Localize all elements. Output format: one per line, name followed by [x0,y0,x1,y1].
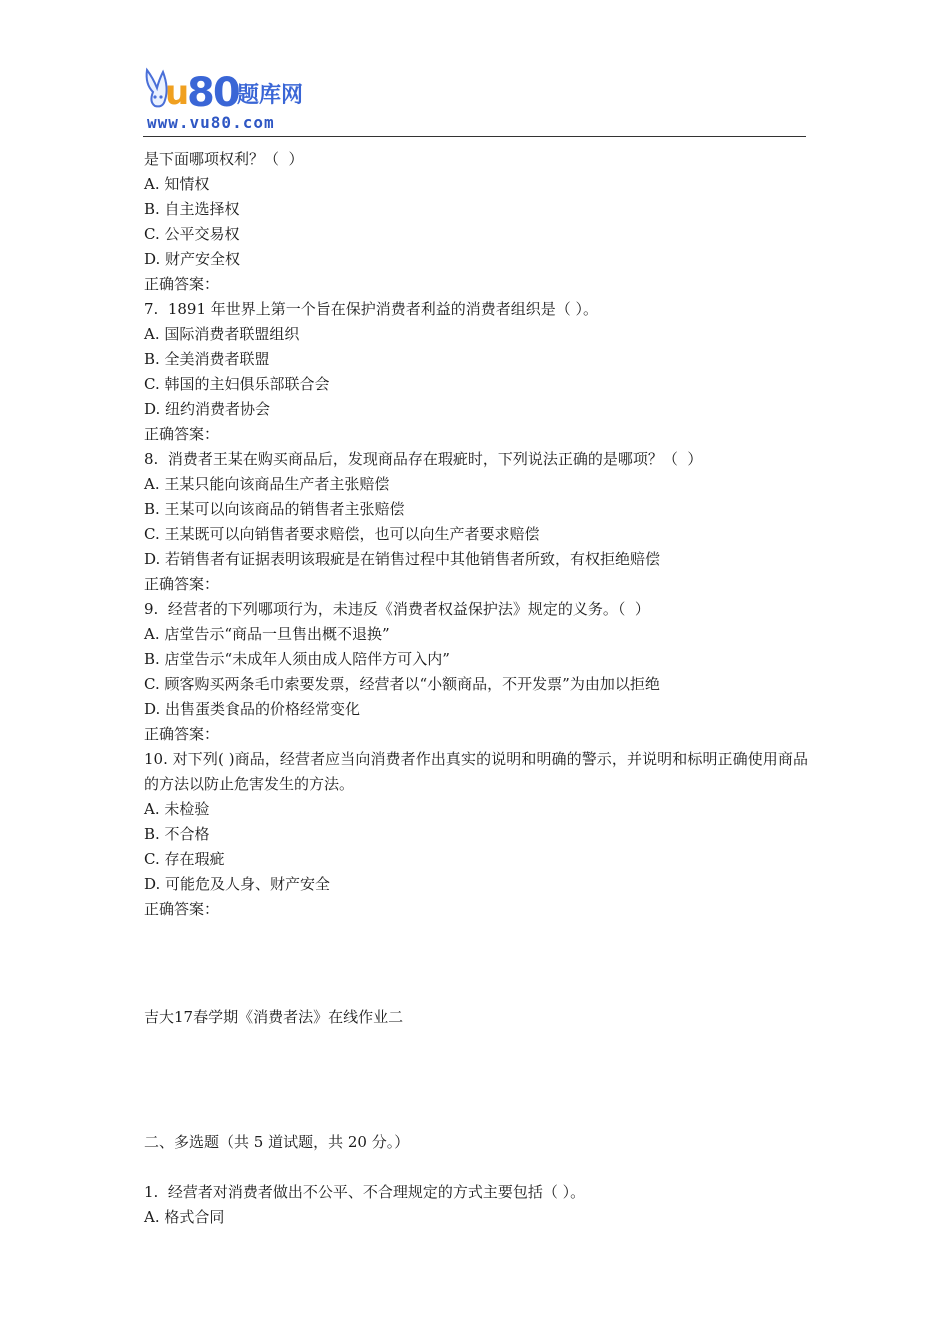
answer-label: 正确答案： [144,575,220,593]
option-b: B. 不合格 [144,825,210,843]
answer-label: 正确答案： [144,275,220,293]
answer-label: 正确答案： [144,425,220,443]
option-c: C. 韩国的主妇俱乐部联合会 [144,375,330,393]
question-9 [144,597,808,747]
option-a: A. 国际消费者联盟组织 [144,325,300,343]
option-d: D. 出售蛋类食品的价格经常变化 [144,700,361,718]
option-a: A. 知情权 [144,175,210,193]
option-d: D. 若销售者有证据表明该瑕疵是在销售过程中其他销售者所致，有权拒绝赔偿 [144,550,661,568]
option-a: A. 王某只能向该商品生产者主张赔偿 [144,475,390,493]
question-stem: 10. 对下列( )商品，经营者应当向消费者作出真实的说明和明确的警示，并说明和标明正确使用商品的方法以防止危害发生的方法。 [144,750,808,793]
option-c: C. 王某既可以向销售者要求赔偿，也可以向生产者要求赔偿 [144,525,540,543]
section-title: 吉大17春学期《消费者法》在线作业二 [144,1008,404,1026]
svg-text:题库网: 题库网 [237,83,304,108]
option-d: D. 可能危及人身、财产安全 [144,875,331,893]
question-6-continued [144,147,808,297]
option-b: B. 王某可以向该商品的销售者主张赔偿 [144,500,405,518]
document-content [144,147,808,1230]
option-c: C. 公平交易权 [144,225,240,243]
option-a: A. 未检验 [144,800,210,818]
question-10 [144,747,808,922]
bunny-icon [147,70,167,106]
question-stem: 7. 1891 年世界上第一个旨在保护消费者利益的消费者组织是（ ）。 [144,300,599,318]
question-stem: 8. 消费者王某在购买商品后，发现商品存在瑕疵时，下列说法正确的是哪项？（ ） [144,450,703,468]
option-b: B. 自主选择权 [144,200,240,218]
page-header [143,66,806,137]
question-7 [144,297,808,447]
question-stem: 9. 经营者的下列哪项行为，未违反《消费者权益保护法》规定的义务。（ ） [144,600,650,618]
svg-text:www.vu80.com: www.vu80.com [147,113,275,130]
answer-label: 正确答案： [144,900,220,918]
multi-question-1 [144,1180,808,1230]
option-a: A. 格式合同 [144,1208,225,1226]
question-stem: 是下面哪项权利？（ ） [144,150,304,168]
svg-text:u: u [165,73,189,113]
option-d: D. 财产安全权 [144,250,241,268]
option-c: C. 存在瑕疵 [144,850,225,868]
answer-label: 正确答案： [144,725,220,743]
svg-text:80: 80 [187,70,239,116]
option-d: D. 纽约消费者协会 [144,400,271,418]
vu80-logo [143,66,333,130]
option-b: B. 店堂告示“未成年人须由成人陪伴方可入内” [144,650,450,668]
option-a: A. 店堂告示“商品一旦售出概不退换” [144,625,390,643]
section-heading: 二、多选题（共 5 道试题，共 20 分。） [144,1133,410,1151]
option-b: B. 全美消费者联盟 [144,350,270,368]
option-c: C. 顾客购买两条毛巾索要发票，经营者以“小额商品，不开发票”为由加以拒绝 [144,675,660,693]
question-8 [144,447,808,597]
question-stem: 1. 经营者对消费者做出不公平、不合理规定的方式主要包括（ ）。 [144,1183,586,1201]
